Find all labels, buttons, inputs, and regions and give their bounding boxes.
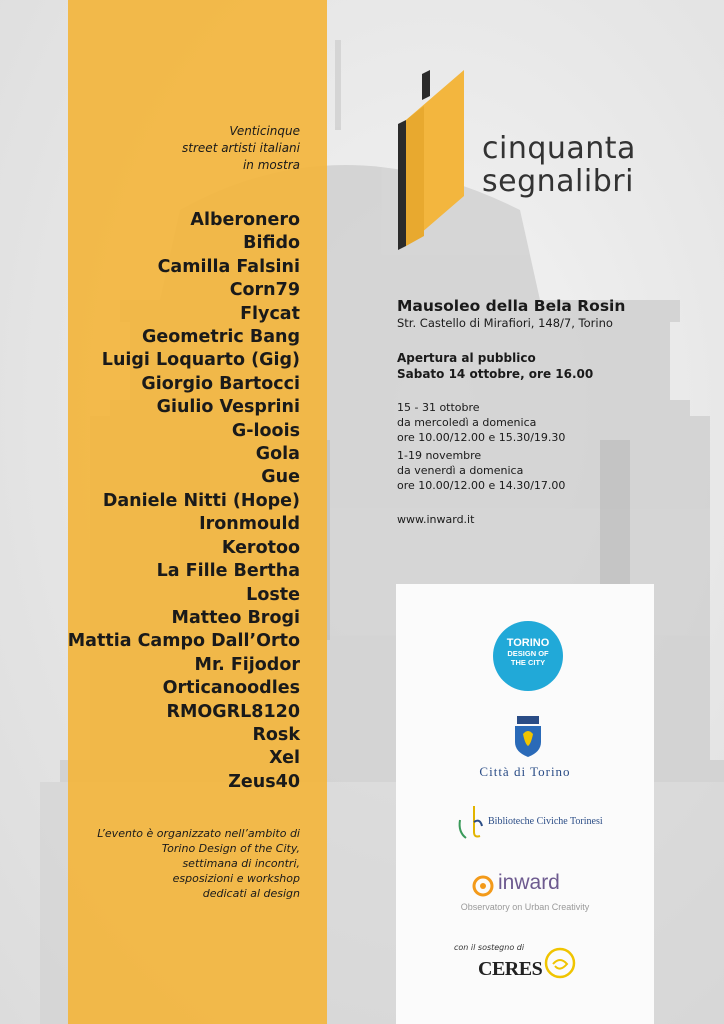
event-info [397, 296, 697, 526]
biblioteche-logo: Biblioteche Civiche Torinesi [488, 816, 603, 827]
schedule-line: da venerdì a domenica [397, 464, 524, 477]
schedule-block [397, 448, 697, 493]
artist-name: Mattia Campo Dall’Orto [67, 631, 300, 652]
artist-name: Daniele Nitti (Hope) [102, 490, 300, 511]
artist-name: G-loois [231, 420, 300, 441]
tdc-line: DESIGN OF [507, 649, 549, 658]
artist-name: Ironmould [199, 514, 300, 535]
note-line: Torino Design of the City, [161, 842, 300, 855]
intro-line: Venticinque [229, 124, 300, 138]
artist-name: Xel [269, 748, 300, 769]
artist-name: Geometric Bang [142, 327, 300, 348]
artist-name: Corn79 [229, 280, 300, 301]
torino-crest-icon [511, 714, 545, 758]
artist-name: Alberonero [190, 210, 300, 230]
artist-name: Gue [261, 467, 300, 488]
artist-name: La Fille Bertha [156, 561, 300, 582]
tdc-line: THE CITY [510, 658, 546, 667]
inward-subtitle: Observatory on Urban Creativity [460, 902, 590, 912]
intro-text [100, 123, 300, 174]
artist-name: Rosk [252, 724, 300, 745]
torino-design-logo [493, 621, 563, 691]
schedule-line: 1-19 novembre [397, 449, 482, 462]
tdc-line: TORINO [506, 637, 550, 649]
artist-name: Zeus40 [228, 771, 300, 792]
schedule-line: ore 10.00/12.00 e 15.30/19.30 [397, 431, 566, 444]
schedule-block [397, 400, 697, 445]
schedule-line: ore 10.00/12.00 e 14.30/17.00 [397, 479, 566, 492]
note-line: dedicati al design [202, 887, 300, 900]
brand-title [482, 132, 636, 198]
artist-name: Matteo Brogi [171, 607, 300, 628]
intro-line: in mostra [242, 158, 300, 172]
venue-address: Str. Castello di Mirafiori, 148/7, Torino [397, 316, 613, 330]
event-note [90, 826, 300, 901]
note-line: esposizioni e workshop [172, 872, 300, 885]
intro-line: street artisti italiani [182, 141, 300, 155]
artist-name: Loste [246, 584, 300, 605]
artist-name: Bifido [243, 233, 300, 254]
artist-name: RMOGRL8120 [166, 701, 300, 722]
bookmark-logo-icon [392, 66, 472, 256]
ceres-mark-icon [541, 946, 579, 980]
artist-list [60, 209, 300, 794]
artist-name: Gola [255, 444, 300, 465]
artist-name: Flycat [240, 303, 300, 324]
artist-name: Giorgio Bartocci [141, 373, 300, 394]
citta-di-torino-logo: Città di Torino [479, 764, 571, 779]
ceres-logo: CERES [478, 958, 543, 980]
artist-name: Orticanoodles [162, 678, 300, 699]
brand-line: cinquanta [482, 131, 636, 166]
artist-name: Giulio Vesprini [156, 397, 300, 418]
schedule-line: 15 - 31 ottobre [397, 401, 480, 414]
brand-line: segnalibri [482, 164, 634, 199]
note-line: settimana di incontri, [182, 857, 300, 870]
opening-info [397, 350, 697, 382]
artist-name: Kerotoo [221, 537, 300, 558]
artist-name: Camilla Falsini [157, 256, 300, 277]
venue-name: Mausoleo della Bela Rosin [397, 297, 626, 315]
inward-swirl-icon [472, 875, 494, 897]
inward-logo: inward [498, 871, 560, 894]
opening-line: Apertura al pubblico [397, 351, 536, 365]
artist-name: Luigi Loquarto (Gig) [101, 350, 300, 371]
opening-line: Sabato 14 ottobre, ore 16.00 [397, 367, 594, 381]
biblioteche-mark-icon [456, 802, 486, 842]
website-link[interactable]: www.inward.it [397, 513, 475, 526]
note-line: L’evento è organizzato nell’ambito di [97, 827, 300, 840]
sponsors-panel [396, 584, 654, 1024]
artist-name: Mr. Fijodor [194, 654, 300, 675]
sponsor-caption: con il sostegno di [454, 943, 525, 952]
schedule-line: da mercoledì a domenica [397, 416, 537, 429]
